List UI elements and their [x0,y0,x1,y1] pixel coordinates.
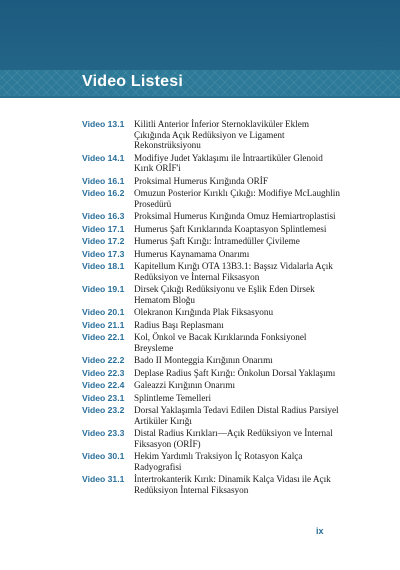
video-number: Video 16.1 [82,175,125,186]
video-title: Galeazzi Kırığının Onarımı [134,380,236,390]
video-entry [82,211,342,222]
page-number: ix [316,526,324,536]
video-entry [82,307,342,318]
video-number: Video 22.2 [82,355,125,365]
video-entry [82,153,342,174]
video-title: Humerus Kaynamama Onarımı [134,248,250,259]
video-title: Dirsek Çıkığı Redüksiyonu ve Eşlik Eden Dirsek Hematom Bloğu [134,284,315,305]
video-title: Omuzun Posterior Kırıklı Çıkığı: Modifiye McLaughlin Prosedürü [134,188,340,209]
video-title: Kol, Önkol ve Bacak Kırıklarında Fonksiyonel Breysleme [134,332,307,353]
video-entry [82,332,342,353]
video-entry [82,176,342,187]
video-title: Bado II Monteggia Kırığının Onarımı [134,355,273,365]
video-entry [82,261,342,282]
video-number: Video 18.1 [82,261,125,271]
video-entry [82,451,342,472]
video-entry [82,320,342,331]
video-number: Video 17.1 [82,223,125,234]
title-underline [0,96,400,98]
video-number: Video 17.3 [82,248,125,259]
video-number: Video 30.1 [82,451,125,461]
video-entry [82,236,342,247]
video-title: Deplase Radius Şaft Kırığı: Önkolun Dorsal Yaklaşımı [134,367,336,378]
video-list [82,119,342,497]
video-number: Video 13.1 [82,119,125,129]
video-number: Video 22.1 [82,332,125,342]
video-number: Video 22.4 [82,380,125,390]
video-entry [82,368,342,379]
video-number: Video 16.2 [82,188,125,198]
video-entry [82,224,342,235]
video-title: Proksimal Humerus Kırığında Omuz Hemiartroplastisi [134,211,336,221]
video-title: Dorsal Yaklaşımla Tedavi Edilen Distal Radius Parsiyel Artiküler Kırığı [134,405,339,426]
video-title: İntertrokanterik Kırık: Dinamik Kalça Vidası ile Açık Redüksiyon İnternal Fiksasyon [134,474,331,495]
video-title: Humerus Şaft Kırığı: İntramedüller Çivileme [134,236,300,246]
video-title: Splintleme Temelleri [134,392,212,403]
video-title: Olekranon Kırığında Plak Fiksasyonu [134,307,274,317]
video-entry [82,355,342,366]
video-number: Video 20.1 [82,307,125,317]
video-entry [82,428,342,449]
header-band [0,0,400,76]
video-entry [82,249,342,260]
video-title: Distal Radius Kırıkları—Açık Redüksiyon ve İnternal Fiksasyon (ORİF) [134,428,333,449]
video-entry [82,393,342,404]
video-number: Video 23.3 [82,428,125,438]
video-number: Video 19.1 [82,284,125,294]
title-bar [0,70,400,96]
video-number: Video 14.1 [82,152,125,163]
video-number: Video 17.2 [82,236,125,246]
video-entry [82,119,342,151]
video-entry [82,188,342,209]
video-title: Hekim Yardımlı Traksiyon İç Rotasyon Kalça Radyografisi [134,451,303,472]
video-entry [82,405,342,426]
video-number: Video 31.1 [82,474,125,484]
video-number: Video 16.3 [82,211,125,221]
video-title: Kilitli Anterior İnferior Sternoklaviküler Eklem Çıkığında Açık Redüksiyon ve Ligament Rekonstrüksiyonu [134,119,310,150]
video-number: Video 23.2 [82,405,125,415]
video-number: Video 23.1 [82,392,125,403]
video-entry [82,474,342,495]
video-number: Video 22.3 [82,367,125,378]
video-entry [82,284,342,305]
video-title: Humerus Şaft Kırıklarında Koaptasyon Splintlemesi [134,223,327,234]
video-title: Proksimal Humerus Kırığında ORİF [134,175,268,186]
video-title: Kapitellum Kırığı OTA 13B3.1: Başsız Vidalarla Açık Redüksiyon ve İnternal Fiksasyon [134,261,333,282]
video-title: Radius Başı Replasmanı [134,319,224,330]
video-number: Video 21.1 [82,319,125,330]
page-title: Video Listesi [82,73,184,90]
video-entry [82,380,342,391]
video-title: Modifiye Judet Yaklaşımı ile İntraartiküler Glenoid Kırık ORİF'i [134,152,323,173]
